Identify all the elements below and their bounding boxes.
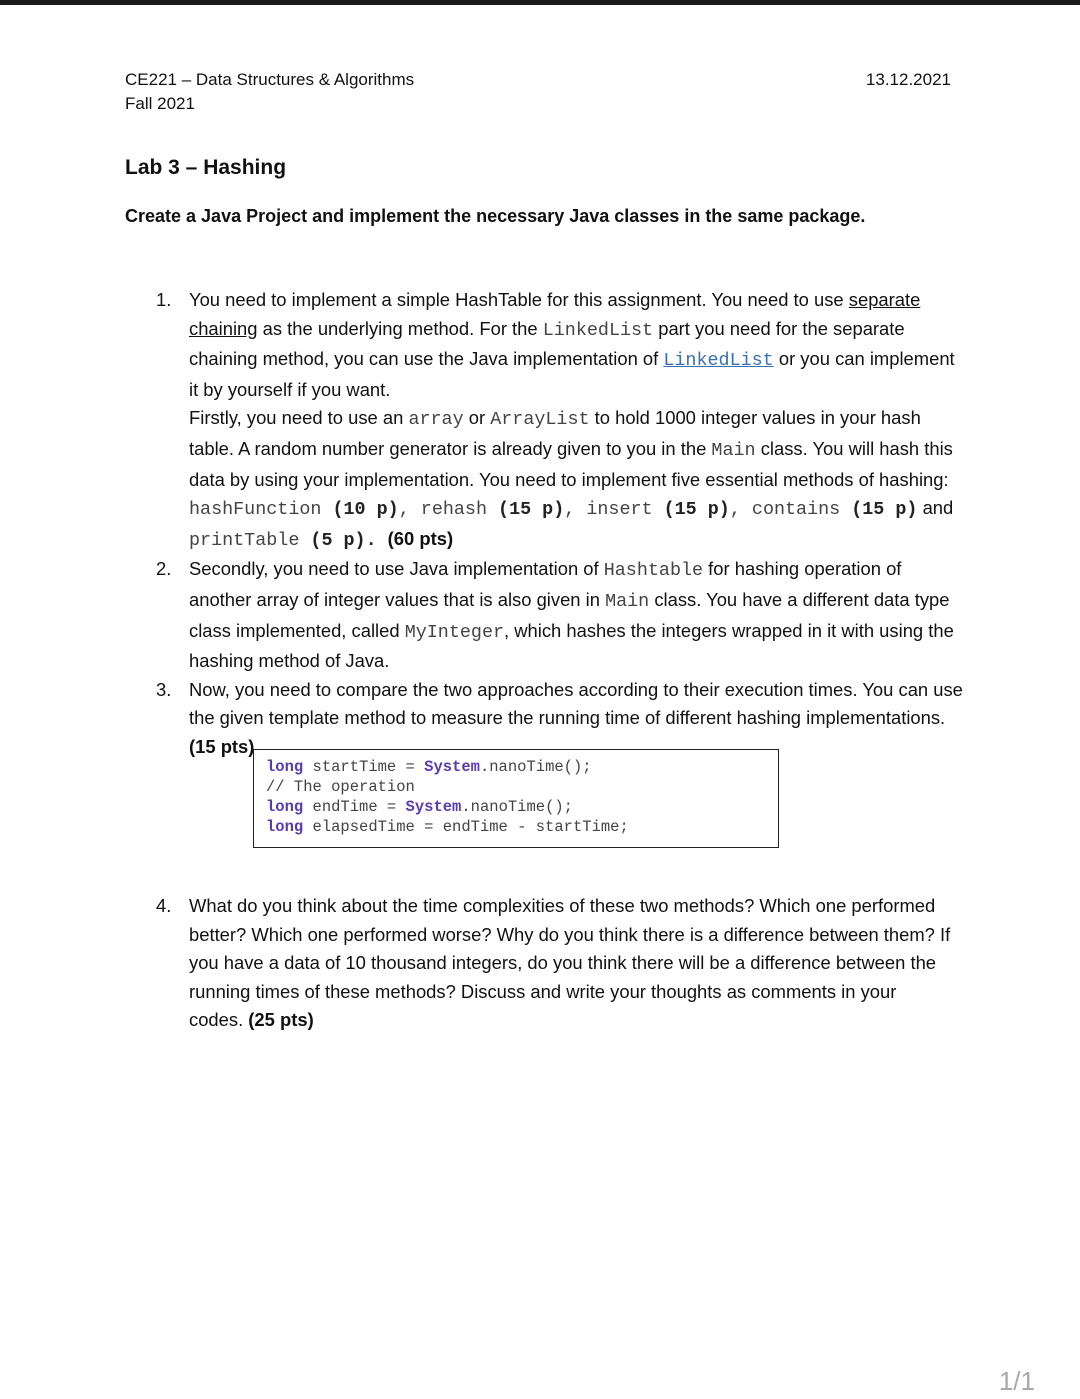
document-header-left — [125, 68, 414, 116]
code-contains: contains — [751, 499, 841, 521]
linkedlist-link[interactable]: LinkedList — [663, 350, 774, 372]
task-list-continued — [156, 892, 951, 1035]
document-date: 13.12.2021 — [865, 70, 951, 89]
code-line: // The operation — [266, 778, 415, 796]
points-label: (60 pts) — [387, 527, 454, 549]
item-number: 3. — [156, 678, 172, 700]
code-line: long endTime = System.nanoTime(); — [266, 798, 573, 816]
code-main: Main — [605, 590, 650, 612]
list-item — [156, 286, 966, 555]
item-number: 1. — [156, 289, 172, 310]
item-paragraph: You need to implement a simple HashTable for this assignment. You need to use separate chaining as the underlying method. For the LinkedList part you need for the separate chaining method, you can use the Java implementation of LinkedList or you can implement it by yourself if you want. — [189, 289, 955, 400]
code-line: long startTime = System.nanoTime(); — [266, 758, 592, 776]
item-paragraph: Now, you need to compare the two approaches according to their execution times. You can use the given template method to measure the running time of different hashing implementations. (15 pts) — [189, 678, 963, 757]
instruction-text: Create a Java Project and implement the necessary Java classes in the same package. — [125, 206, 866, 226]
item-number: 2. — [156, 558, 172, 580]
code-rehash: rehash — [420, 499, 487, 521]
code-linkedlist: LinkedList — [542, 319, 654, 341]
code-line: long elapsedTime = endTime - startTime; — [266, 818, 629, 836]
code-hashtable: Hashtable — [603, 560, 704, 582]
list-item — [156, 555, 966, 675]
item-paragraph: Firstly, you need to use an array or ArrayList to hold 1000 integer values in your hash table. A random number generator is already given to you in the Main class. You will hash this data by using your implementation. You need to implement five essential methods of hashing: hashFunction (10 p), rehash (15 p), insert (15 p), contains (15 p) and printTable (5 p). (60 pts) — [189, 407, 954, 551]
lab-title: Lab 3 – Hashing — [125, 156, 287, 179]
list-item — [156, 892, 951, 1035]
code-main: Main — [711, 439, 756, 461]
item-paragraph: What do you think about the time complexities of these two methods? Which one performed better? Which one performed worse? Why do you think there is a difference between them? If you have a data of 10 thousand integers, do you think there will be a difference between the running times of these methods? Discuss and write your thoughts as comments in your codes. (25 pts) — [189, 895, 951, 1031]
course-name: CE221 – Data Structures & Algorithms — [125, 70, 415, 89]
term: Fall 2021 — [125, 94, 195, 113]
points-label: (15 pts) — [189, 735, 255, 757]
code-array: array — [408, 409, 464, 431]
code-hashfunction: hashFunction — [189, 499, 322, 521]
separate-chaining-term: separate chaining — [189, 289, 921, 339]
code-insert: insert — [586, 499, 653, 521]
item-number: 4. — [156, 895, 172, 916]
task-list — [156, 286, 966, 762]
code-printtable: printTable — [189, 529, 300, 551]
points-label: (25 pts) — [248, 1009, 314, 1031]
item-paragraph: Secondly, you need to use Java implementation of Hashtable for hashing operation of another array of integer values that is also given in Main class. You have a different data type class implemented, called MyInteger, which hashes the integers wrapped in it with using the hashing method of Java. — [189, 558, 954, 672]
code-arraylist: ArrayList — [490, 409, 590, 431]
code-myinteger: MyInteger — [404, 621, 505, 643]
page-number: 1/1 — [998, 1366, 1035, 1396]
code-snippet — [253, 749, 779, 848]
